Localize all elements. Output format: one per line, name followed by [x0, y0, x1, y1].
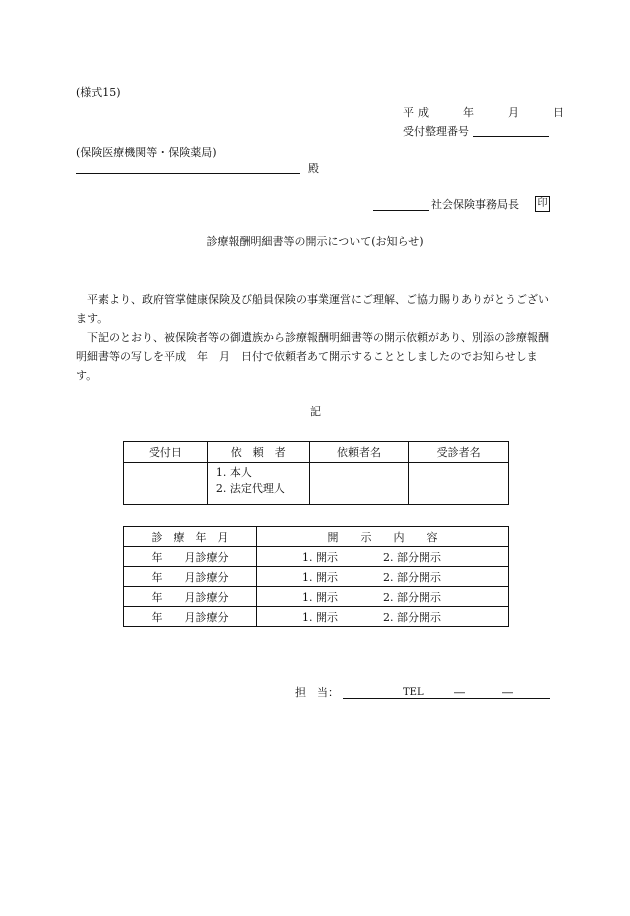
patient-name-cell[interactable] — [409, 463, 509, 505]
table-row — [124, 607, 509, 627]
option-partial-disclose[interactable]: 2. 部分開示 — [383, 587, 509, 607]
receipt-number-field[interactable] — [473, 136, 549, 137]
treatment-period: 年 月診療分 — [124, 607, 257, 627]
header-requester-name: 依頼者名 — [309, 442, 409, 463]
option-disclose[interactable]: 1. 開示 — [257, 587, 384, 607]
option-disclose[interactable]: 1. 開示 — [257, 607, 384, 627]
disclosure-table — [123, 526, 509, 627]
header-treatment-month: 診 療 年 月 — [124, 527, 257, 547]
treatment-period: 年 月診療分 — [124, 547, 257, 567]
header-receipt-date: 受付日 — [124, 442, 208, 463]
table-row — [124, 567, 509, 587]
tel-label: TEL — [403, 687, 424, 698]
option-disclose[interactable]: 1. 開示 — [257, 567, 384, 587]
recipient-category: (保険医療機関等・保険薬局) — [76, 146, 217, 159]
paragraph-2: 下記のとおり、被保険者等の御遺族から診療報酬明細書等の開示依頼があり、別添の診療報酬明細書等の写しを平成 年 月 日付で依頼者あて開示することとしましたのでお知らせします。 — [76, 331, 549, 382]
contact-field[interactable] — [343, 698, 550, 699]
ki-heading: 記 — [310, 405, 321, 418]
requester-option-legal-agent[interactable]: 2. 法定代理人 — [215, 482, 285, 495]
requester-option-self[interactable]: 1. 本人 — [215, 466, 252, 479]
request-table — [123, 441, 509, 505]
option-partial-disclose[interactable]: 2. 部分開示 — [383, 607, 509, 627]
honorific: 殿 — [308, 162, 319, 175]
table-row — [124, 587, 509, 607]
table-row — [124, 547, 509, 567]
body-text — [76, 290, 554, 385]
form-number: (様式15) — [76, 86, 121, 99]
option-partial-disclose[interactable]: 2. 部分開示 — [383, 547, 509, 567]
option-disclose[interactable]: 1. 開示 — [257, 547, 384, 567]
document-title: 診療報酬明細書等の開示について(お知らせ) — [206, 235, 424, 248]
requester-name-cell[interactable] — [309, 463, 409, 505]
receipt-number-label: 受付整理番号 — [403, 125, 469, 138]
paragraph-1: 平素より、政府管掌健康保険及び船員保険の事業運営にご理解、ご協力賜りありがとうございます。 — [76, 293, 549, 325]
recipient-name-field[interactable] — [76, 173, 300, 174]
sender-title: 社会保険事務局長 — [431, 198, 519, 211]
treatment-period: 年 月診療分 — [124, 567, 257, 587]
treatment-period: 年 月診療分 — [124, 587, 257, 607]
date-line: 平成 年 月 日 — [403, 106, 568, 119]
contact-label: 担 当： — [295, 686, 339, 699]
requester-cell — [207, 463, 309, 505]
seal-stamp: 印 — [535, 196, 550, 212]
header-requester: 依 頼 者 — [207, 442, 309, 463]
tel-dash-1: ― — [454, 686, 465, 699]
header-patient-name: 受診者名 — [409, 442, 509, 463]
receipt-date-cell[interactable] — [124, 463, 208, 505]
tel-dash-2: ― — [502, 686, 513, 699]
header-disclosure-content: 開 示 内 容 — [257, 527, 509, 547]
option-partial-disclose[interactable]: 2. 部分開示 — [383, 567, 509, 587]
sender-office-field[interactable] — [373, 210, 429, 211]
